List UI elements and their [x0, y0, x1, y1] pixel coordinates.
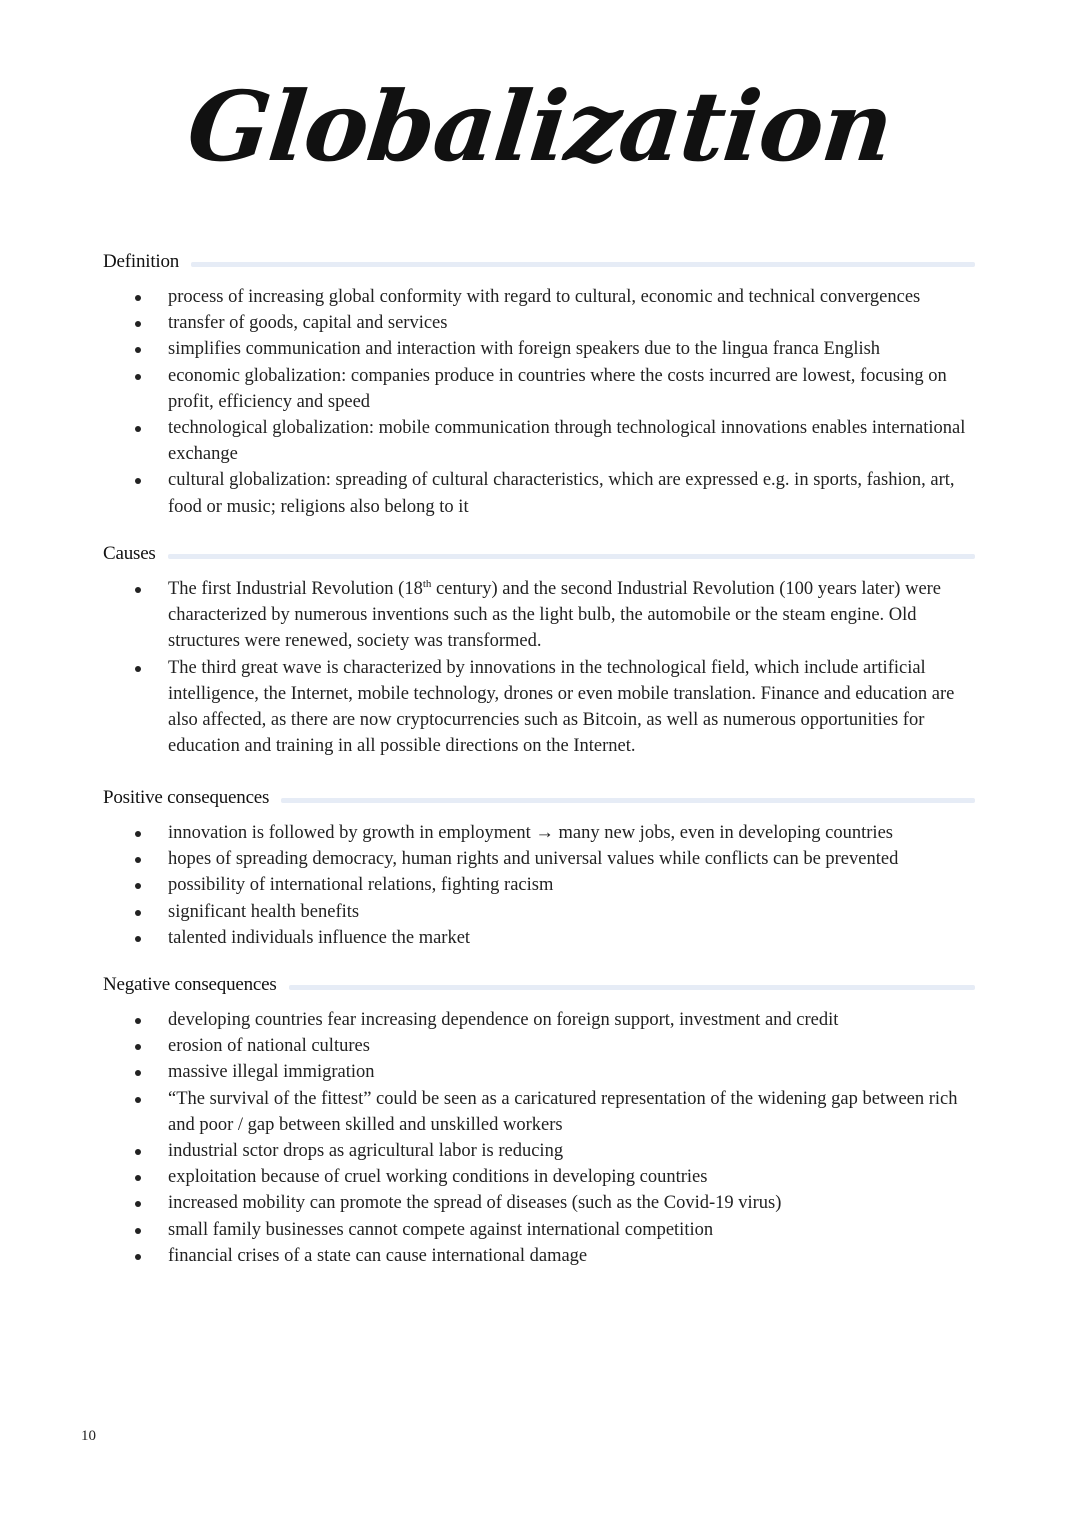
- heading-rule: [191, 262, 975, 267]
- section-positive-consequences: [103, 786, 975, 951]
- heading-rule: [168, 554, 975, 559]
- bullet-list: [103, 820, 975, 951]
- bullet-icon: [135, 936, 141, 942]
- bullet-icon: [135, 831, 141, 837]
- heading-rule: [289, 985, 975, 990]
- list-item: cultural globalization: spreading of cultural characteristics, which are expressed e.g. in sports, fashion, art, food or music; religions also belong to it: [103, 467, 975, 519]
- heading-rule: [281, 798, 975, 803]
- bullet-icon: [135, 1097, 141, 1103]
- bullet-icon: [135, 1254, 141, 1260]
- list-item: hopes of spreading democracy, human rights and universal values while conflicts can be prevented: [103, 846, 975, 872]
- bullet-icon: [135, 426, 141, 432]
- bullet-icon: [135, 1149, 141, 1155]
- bullet-icon: [135, 1201, 141, 1207]
- list-item: “The survival of the fittest” could be seen as a caricatured representation of the widening gap between rich and poor / gap between skilled and unskilled workers: [103, 1086, 975, 1138]
- bullet-icon: [135, 1044, 141, 1050]
- bullet-icon: [135, 321, 141, 327]
- list-item: massive illegal immigration: [103, 1059, 975, 1085]
- list-item: technological globalization: mobile communication through technological innovations enables international exchange: [103, 415, 975, 467]
- bullet-icon: [135, 1018, 141, 1024]
- bullet-icon: [135, 587, 141, 593]
- section-heading: Causes: [103, 543, 156, 564]
- bullet-icon: [135, 478, 141, 484]
- list-item: transfer of goods, capital and services: [103, 310, 975, 336]
- list-item: significant health benefits: [103, 899, 975, 925]
- list-item: increased mobility can promote the spread of diseases (such as the Covid-19 virus): [103, 1190, 975, 1216]
- list-item: talented individuals influence the market: [103, 925, 975, 951]
- list-item: small family businesses cannot compete against international competition: [103, 1217, 975, 1243]
- list-item: The third great wave is characterized by innovations in the technological field, which include artificial intelligence, the Internet, mobile technology, drones or even mobile translation. Finance and education are also affected, as there are now cryptocurrencies such as Bitcoin, as well as numerous opportunities for education and training in all possible directions on the Internet.: [103, 655, 975, 760]
- list-item: process of increasing global conformity with regard to cultural, economic and technical convergences: [103, 284, 975, 310]
- bullet-icon: [135, 1175, 141, 1181]
- section-heading: Positive consequences: [103, 787, 270, 808]
- section-heading: Negative consequences: [103, 974, 277, 995]
- section-definition: [103, 250, 975, 520]
- bullet-list: [103, 576, 975, 759]
- bullet-icon: [135, 910, 141, 916]
- bullet-icon: [135, 1228, 141, 1234]
- section-heading: Definition: [103, 251, 180, 272]
- list-item: possibility of international relations, fighting racism: [103, 872, 975, 898]
- bullet-icon: [135, 1070, 141, 1076]
- list-item: The first Industrial Revolution (18th century) and the second Industrial Revolution (100 years later) were characterized by numerous inventions such as the light bulb, the automobile or the steam engine. Old structures were renewed, society was transformed.: [103, 576, 975, 655]
- bullet-list: [103, 1007, 975, 1269]
- list-item: economic globalization: companies produce in countries where the costs incurred are lowest, focusing on profit, efficiency and speed: [103, 363, 975, 415]
- list-item: financial crises of a state can cause international damage: [103, 1243, 975, 1269]
- bullet-icon: [135, 666, 141, 672]
- list-item: developing countries fear increasing dependence on foreign support, investment and credit: [103, 1007, 975, 1033]
- bullet-icon: [135, 374, 141, 380]
- bullet-icon: [135, 883, 141, 889]
- bullet-icon: [135, 857, 141, 863]
- list-item: erosion of national cultures: [103, 1033, 975, 1059]
- list-item: innovation is followed by growth in employment → many new jobs, even in developing countries: [103, 820, 975, 846]
- section-causes: [103, 542, 975, 759]
- page-title: Globalization: [182, 70, 898, 183]
- bullet-list: [103, 284, 975, 520]
- bullet-icon: [135, 295, 141, 301]
- page-number: 10: [81, 1428, 96, 1444]
- list-item: simplifies communication and interaction with foreign speakers due to the lingua franca English: [103, 336, 975, 362]
- section-negative-consequences: [103, 973, 975, 1269]
- bullet-icon: [135, 347, 141, 353]
- list-item: industrial sctor drops as agricultural labor is reducing: [103, 1138, 975, 1164]
- list-item: exploitation because of cruel working conditions in developing countries: [103, 1164, 975, 1190]
